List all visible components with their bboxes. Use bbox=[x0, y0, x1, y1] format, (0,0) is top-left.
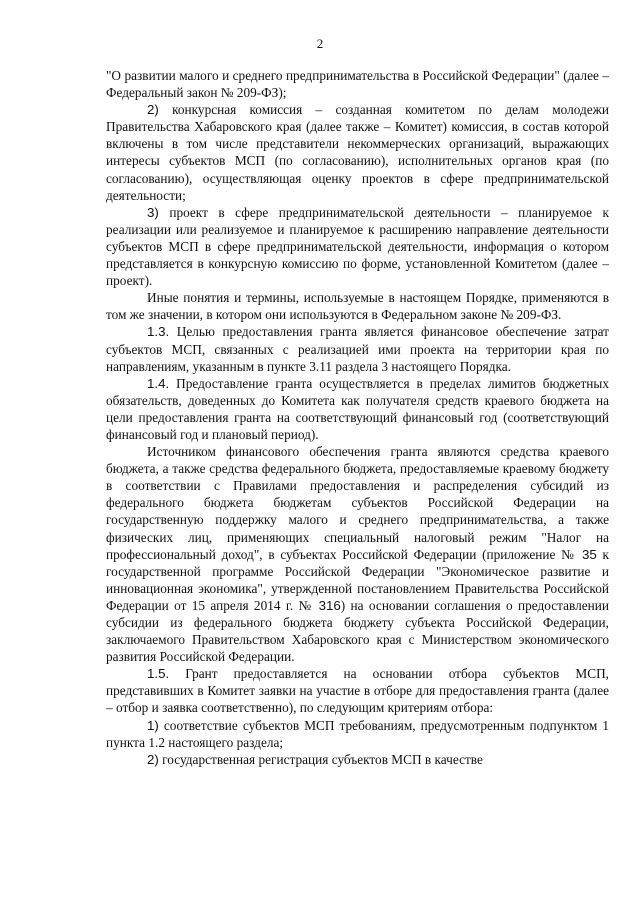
document-body bbox=[106, 67, 609, 768]
appendix-number: 35 bbox=[582, 546, 597, 562]
paragraph-text: "О развитии малого и среднего предпринимательства в Российской Федерации" (далее – Федеральный закон № 209-ФЗ); bbox=[106, 68, 609, 101]
paragraph-1-3 bbox=[106, 323, 609, 374]
paragraph-text: государственная регистрация субъектов МСП в качестве bbox=[158, 751, 483, 767]
list-number: 1) bbox=[147, 717, 159, 733]
paragraph-text: Предоставление гранта осуществляется в пределах лимитов бюджетных обязательств, доведенных до Комитета как получателя средств краевого бюджета на цели предоставления гранта на соответствующий финансовый год (соответствующий финансовый год и плановый период). bbox=[106, 375, 609, 442]
paragraph-text: к государственной программе Российской Федерации "Экономическое развитие и инновационная экономика", утвержденной постановлением Правительства Российской Федерации от 15 апреля 2014 г. № bbox=[106, 546, 609, 613]
section-number: 1.5. bbox=[147, 666, 170, 682]
paragraph-1-4 bbox=[106, 375, 609, 443]
section-number: 1.4. bbox=[147, 375, 170, 391]
paragraph-funding-sources bbox=[106, 443, 609, 665]
resolution-number: 316 bbox=[318, 597, 341, 613]
paragraph-law-title-continuation bbox=[106, 67, 609, 101]
paragraph-criterion-2 bbox=[106, 751, 609, 768]
paragraph-other-terms bbox=[106, 289, 609, 323]
paragraph-text: Иные понятия и термины, используемые в настоящем Порядке, применяются в том же значении, в котором они используются в Федеральном законе № 209-ФЗ. bbox=[106, 290, 609, 323]
paragraph-text: ) на основании соглашения о предоставлении субсидии из федерального бюджета бюджету субъекта Российской Федерации, заключаемого Правительством Хабаровского края с Министерством экономического развития Российской Федерации. bbox=[106, 597, 609, 665]
paragraph-definition-2 bbox=[106, 101, 609, 204]
paragraph-definition-3 bbox=[106, 204, 609, 289]
paragraph-text: Грант предоставляется на основании отбора субъектов МСП, представивших в Комитет заявки на участие в отборе для предоставления гранта (далее – отбор и заявка соответственно), по следующим критериям отбора: bbox=[106, 666, 609, 716]
paragraph-criterion-1 bbox=[106, 717, 609, 751]
paragraph-text: проект в сфере предпринимательской деятельности – планируемое к реализации или реализуемое и планируемое к расширению направление деятельности субъектов МСП в сфере предпринимательской деятельности, информация о котором представляется в конкурсную комиссию по форме, установленной Комитетом (далее – проект). bbox=[106, 204, 609, 289]
list-number: 2) bbox=[147, 102, 159, 118]
list-number: 3) bbox=[147, 204, 159, 220]
section-number: 1.3. bbox=[147, 324, 170, 340]
list-number: 2) bbox=[147, 751, 159, 767]
paragraph-1-5 bbox=[106, 665, 609, 716]
paragraph-text: конкурсная комиссия – созданная комитетом по делам молодежи Правительства Хабаровского края (далее также – Комитет) комиссия, в состав которой включены в том числе представители некоммерческих организаций, выражающих интересы субъектов МСП (по согласованию), исполнительных органов края (по согласованию), осуществляющая оценку проектов в сфере предпринимательской деятельности; bbox=[106, 102, 609, 203]
paragraph-text: Источником финансового обеспечения гранта являются средства краевого бюджета, а также средства федерального бюджета, предоставляемые краевому бюджету в соответствии с Правилами предоставления и распределения субсидий из федерального бюджета бюджетам субъектов Российской Федерации на государственную поддержку малого и среднего предпринимательства, а также физических лиц, применяющих специальный налоговый режим "Налог на профессиональный доход", в субъектах Российской Федерации (приложение № bbox=[106, 444, 609, 562]
page-number: 2 bbox=[316, 36, 324, 51]
paragraph-text: соответствие субъектов МСП требованиям, предусмотренным подпунктом 1 пункта 1.2 настоящего раздела; bbox=[106, 717, 609, 750]
paragraph-text: Целью предоставления гранта является финансовое обеспечение затрат субъектов МСП, связанных с реализацией ими проекта на территории края по направлениям, указанным в пункте 3.11 раздела 3 настоящего Порядка. bbox=[106, 324, 609, 374]
